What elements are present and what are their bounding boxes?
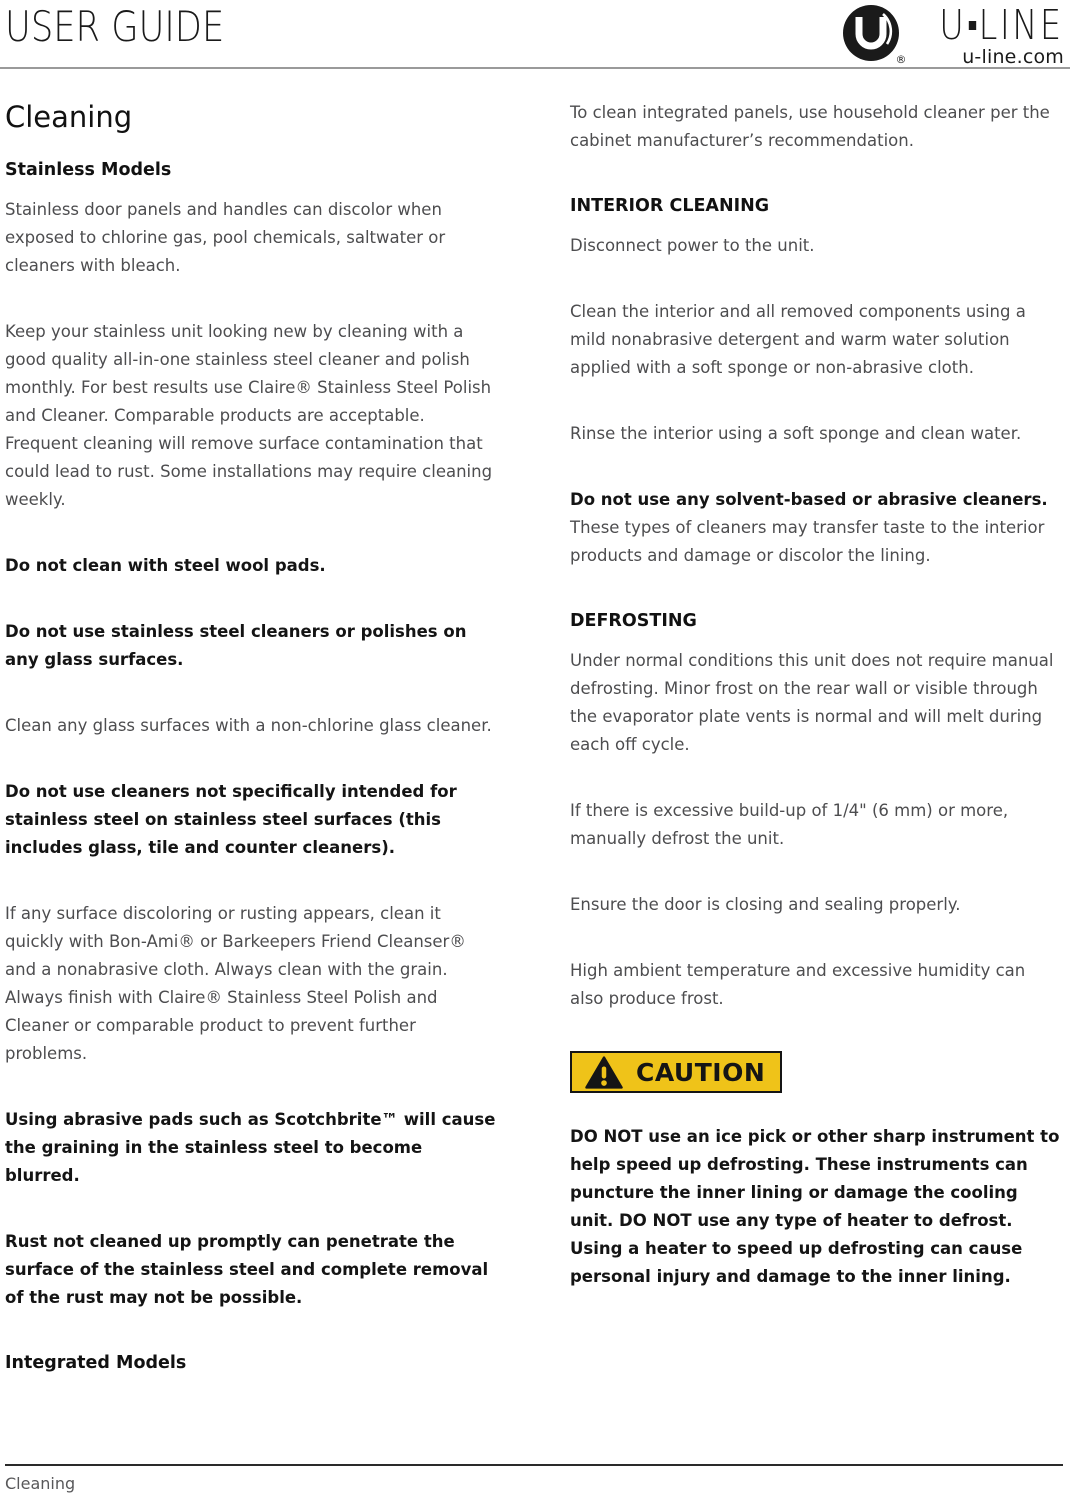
wordmark-line: LINE bbox=[979, 1, 1064, 49]
bold-statement: Do not clean with steel wool pads. bbox=[5, 556, 326, 575]
caution-box bbox=[570, 1051, 782, 1093]
subsection-heading: INTERIOR CLEANING bbox=[570, 196, 770, 216]
paragraph: If any surface discoloring or rusting appears, clean it quickly with Bon-Ami® or Barkeepers Friend Cleanser® and a nonabrasive cloth. Always clean with the grain. Always finish with Claire® Stainless Steel Polish and Cleaner or comparable product to prevent further problems. bbox=[5, 904, 466, 1063]
footer-page-label: Cleaning bbox=[5, 1474, 76, 1493]
paragraph: If there is excessive build-up of 1/4" (6 mm) or more, manually defrost the unit. bbox=[570, 801, 1009, 848]
paragraph-text: These types of cleaners may transfer taste to the interior products and damage or discolor the lining. bbox=[570, 518, 1045, 565]
footer-divider bbox=[5, 1464, 1063, 1466]
content bbox=[0, 99, 1070, 1389]
paragraph: Disconnect power to the unit. bbox=[570, 236, 815, 255]
wordmark-block bbox=[912, 1, 1064, 68]
uline-logo-icon bbox=[842, 4, 907, 68]
subsection-heading: Stainless Models bbox=[5, 160, 172, 180]
caution-label: CAUTION bbox=[636, 1057, 766, 1087]
bold-statement: Using abrasive pads such as Scotchbrite™ will cause the graining in the stainless steel to become blurred. bbox=[5, 1110, 496, 1185]
page-title: USER GUIDE bbox=[5, 2, 225, 51]
subsection-heading: Integrated Models bbox=[5, 1353, 187, 1373]
paragraph: Rinse the interior using a soft sponge and clean water. bbox=[570, 424, 1022, 443]
paragraph: Clean any glass surfaces with a non-chlorine glass cleaner. bbox=[5, 716, 492, 735]
left-column bbox=[5, 99, 497, 1389]
bold-statement: DO NOT use an ice pick or other sharp instrument to help speed up defrosting. These instruments can puncture the inner lining or damage the cooling unit. DO NOT use any type of heater to defrost. Using a heater to speed up defrosting can cause personal injury and damage to the inner lining. bbox=[570, 1127, 1060, 1286]
subsection-heading: DEFROSTING bbox=[570, 611, 697, 631]
wordmark-u: U bbox=[939, 1, 967, 49]
bold-statement: Do not use stainless steel cleaners or polishes on any glass surfaces. bbox=[5, 622, 467, 669]
paragraph: Ensure the door is closing and sealing properly. bbox=[570, 895, 961, 914]
paragraph: Stainless door panels and handles can discolor when exposed to chlorine gas, pool chemicals, saltwater or cleaners with bleach. bbox=[5, 200, 446, 275]
brand-website: u-line.com bbox=[962, 46, 1064, 68]
paragraph: Clean the interior and all removed components using a mild nonabrasive detergent and warm water solution applied with a soft sponge or non-abrasive cloth. bbox=[570, 302, 1026, 377]
registered-mark: ® bbox=[895, 53, 907, 66]
paragraph: Keep your stainless unit looking new by cleaning with a good quality all-in-one stainless steel cleaner and polish monthly. For best results use Claire® Stainless Steel Polish and Cleaner. Comparable products are acceptable. Frequent cleaning will remove surface contamination that could lead to rust. Some installations may require cleaning weekly. bbox=[5, 322, 493, 509]
right-column bbox=[570, 99, 1062, 1389]
brand-logo bbox=[842, 1, 1064, 68]
paragraph: High ambient temperature and excessive humidity can also produce frost. bbox=[570, 961, 1026, 1008]
footer bbox=[5, 1464, 1063, 1494]
mixed-paragraph bbox=[570, 486, 1062, 570]
bold-lead: Do not use any solvent-based or abrasive cleaners. bbox=[570, 490, 1048, 509]
section-title: Cleaning bbox=[5, 100, 133, 134]
brand-wordmark bbox=[939, 1, 1064, 49]
uline-logo-circle-icon bbox=[842, 4, 902, 66]
warning-triangle-icon bbox=[585, 1056, 623, 1089]
wordmark-dot-icon bbox=[969, 21, 976, 30]
header bbox=[0, 0, 1070, 67]
paragraph: Under normal conditions this unit does not require manual defrosting. Minor frost on the rear wall or visible through the evaporator plate vents is normal and will melt during each off cycle. bbox=[570, 651, 1054, 754]
bold-statement: Rust not cleaned up promptly can penetrate the surface of the stainless steel and complete removal of the rust may not be possible. bbox=[5, 1232, 489, 1307]
bold-statement: Do not use cleaners not specifically intended for stainless steel on stainless steel surfaces (this includes glass, tile and counter cleaners). bbox=[5, 782, 457, 857]
paragraph: To clean integrated panels, use household cleaner per the cabinet manufacturer’s recommendation. bbox=[570, 103, 1050, 150]
